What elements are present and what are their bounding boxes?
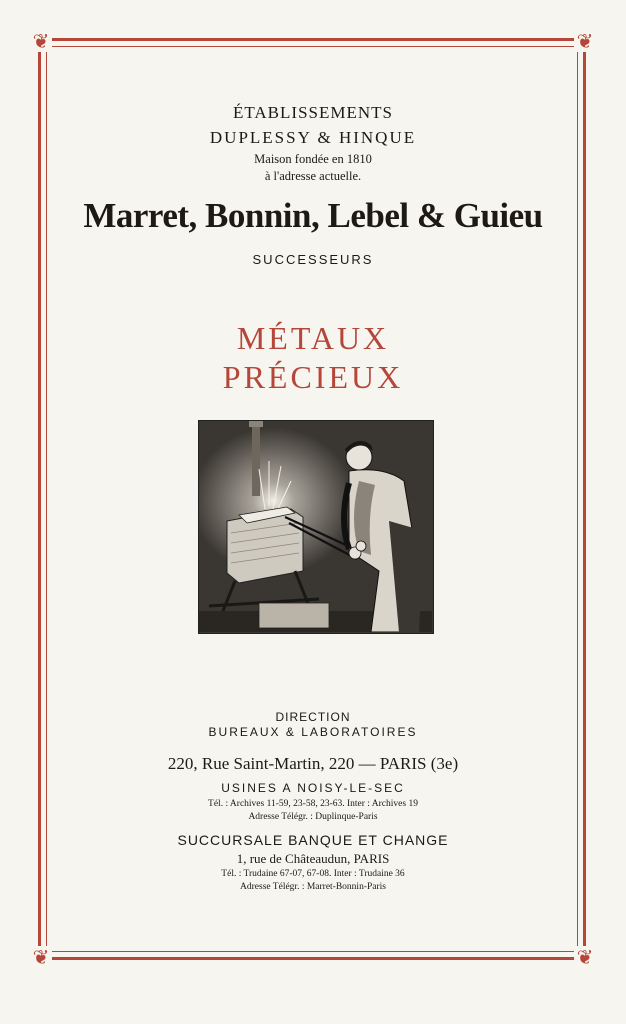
branch-address: 1, rue de Châteaudun, PARIS	[236, 851, 390, 866]
telegraph-address-1: Adresse Télégr. : Duplinque-Paris	[248, 812, 378, 822]
direction-label: DIRECTION	[275, 710, 351, 724]
headline-precieux: PRÉCIEUX	[222, 359, 404, 395]
company-name: Marret, Bonnin, Lebel & Guieu	[83, 196, 543, 235]
succursale-heading: SUCCURSALE BANQUE ET CHANGE	[177, 832, 449, 848]
founded-note: Maison fondée en 1810	[254, 152, 372, 166]
address-note: à l'adresse actuelle.	[264, 169, 362, 183]
successeurs-label: SUCCESSEURS	[252, 252, 374, 267]
metalworker-at-furnace-illustration	[198, 420, 434, 634]
headline-metaux: MÉTAUX	[236, 320, 390, 356]
duplessy-hinque-heading: DUPLESSY & HINQUE	[209, 128, 417, 147]
telephone-line-1: Tél. : Archives 11-59, 23-58, 23-63. Inter : Archives 19	[208, 799, 418, 809]
corner-ornament-icon: ❦	[574, 946, 596, 968]
corner-ornament-icon: ❦	[30, 30, 52, 52]
corner-ornament-icon: ❦	[574, 30, 596, 52]
main-address: 220, Rue Saint-Martin, 220 — PARIS (3e)	[167, 754, 459, 773]
telegraph-address-2: Adresse Télégr. : Marret-Bonnin-Paris	[240, 882, 386, 892]
usines-label: USINES A NOISY-LE-SEC	[221, 781, 405, 795]
etablissements-heading: ÉTABLISSEMENTS	[233, 103, 393, 122]
telephone-line-2: Tél. : Trudaine 67-07, 67-08. Inter : Trudaine 36	[221, 869, 405, 879]
corner-ornament-icon: ❦	[30, 946, 52, 968]
bureaux-label: BUREAUX & LABORATOIRES	[208, 725, 418, 739]
